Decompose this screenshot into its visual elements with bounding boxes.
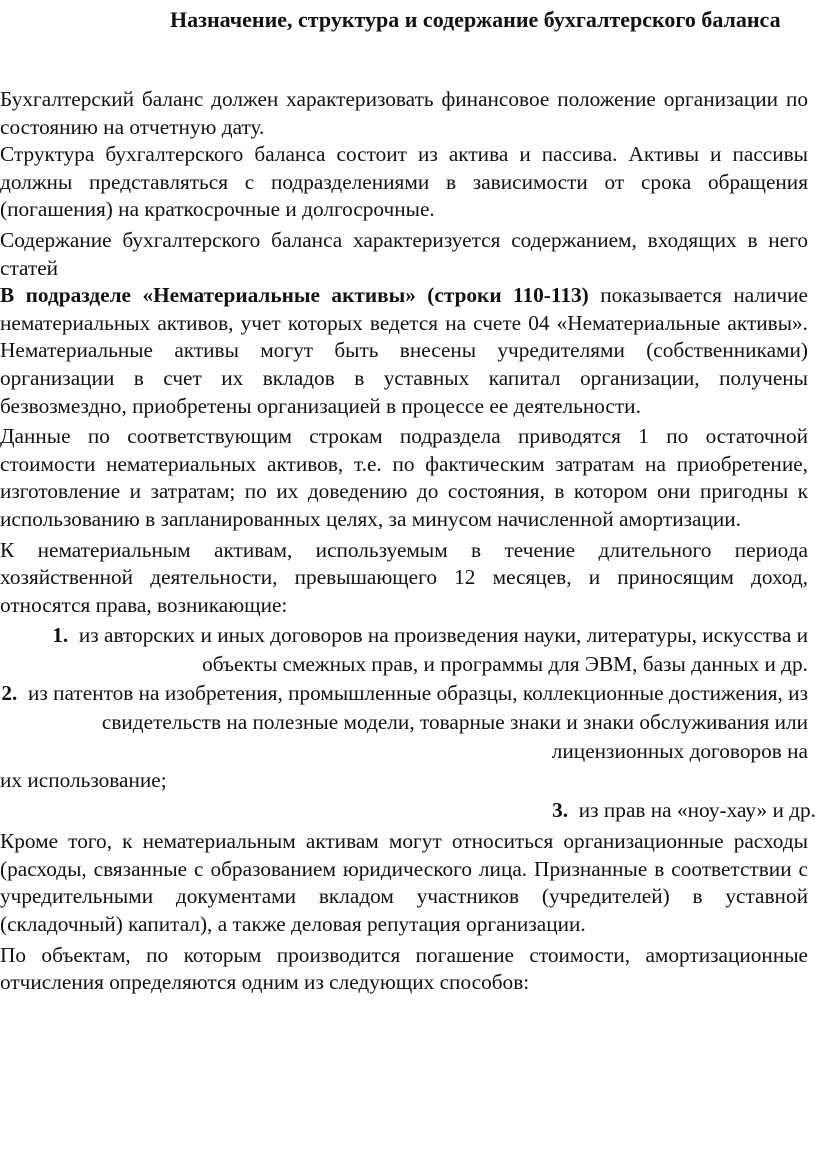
paragraph-intro: Бухгалтерский баланс должен характеризовать финансовое положение организации по состоянию на отчетную дату. (0, 87, 808, 139)
paragraph-amortization: По объектам, по которым производится погашение стоимости, амортизационные отчисления определяются одним из следующих способов: (0, 942, 808, 995)
paragraph-text: показывается наличие нематериальных активов, учет которых ведется на счете 04 «Нематериальные активы». Нематериальные активы могут быть внесены учредителями (собственниками) организации в счет их вкладов в уставных капитал организации, получены безвозмездно, приобретены организацией в процессе ее деятельности. (0, 283, 808, 418)
paragraph-content: Содержание бухгалтерского баланса характеризуется содержанием, входящих в него статей (0, 227, 808, 280)
list-item (0, 679, 808, 795)
list-item-text-tail: их использование; (0, 768, 167, 793)
subsection-heading: В подразделе «Нематериальные активы» (строки 110-113) (0, 283, 589, 308)
paragraph-residual-value: Данные по соответствующим строкам подраздела приводятся 1 по остаточной стоимости нематериальных активов, т.е. по фактическим затратам на приобретение, изготовление и затратам; по их доведению до состояния, в котором они пригодны к использованию в запланированных целях, за минусом начисленной амортизации. (0, 424, 808, 531)
list-item-number: 2. (1, 681, 18, 706)
page-title: Назначение, структура и содержание бухгалтерского баланса (170, 7, 781, 32)
paragraph-organizational-expenses: Кроме того, к нематериальным активам могут относиться организационные расходы (расходы, связанные с образованием юридического лица. Признанные в соответствии с учредительными документами вкладом участников (учредителей) в уставной (складочный) капитал), а также деловая репутация организации. (0, 829, 808, 937)
list-item (0, 619, 808, 679)
list-item-text: из прав на «ноу-хау» и др. (578, 798, 816, 823)
list-item-text: из авторских и иных договоров на произведения науки, литературы, искусства и объекты смежных прав, и программы для ЭВМ, базы данных и др. (78, 623, 808, 677)
list-item-text: из патентов на изобретения, промышленные образцы, коллекционные достижения, из свидетельств на полезные модели, товарные знаки и знаки обслуживания или лицензионных договоров на (28, 681, 808, 764)
paragraph-structure: Структура бухгалтерского баланса состоит из актива и пассива. Активы и пассивы должны представляться с подразделениями в зависимости от срока обращения (погашения) на краткосрочные и долгосрочные. (0, 142, 808, 222)
list-item-number: 1. (52, 623, 69, 648)
paragraph-intangible-assets (0, 282, 808, 420)
rights-list (0, 619, 816, 825)
list-item-number: 3. (552, 798, 569, 823)
list-item (0, 796, 816, 825)
document-body (0, 86, 816, 997)
paragraph-rights: К нематериальным активам, используемым в течение длительного периода хозяйственной деятельности, превышающего 12 месяцев, и приносящим доход, относятся права, возникающие: (0, 537, 808, 617)
